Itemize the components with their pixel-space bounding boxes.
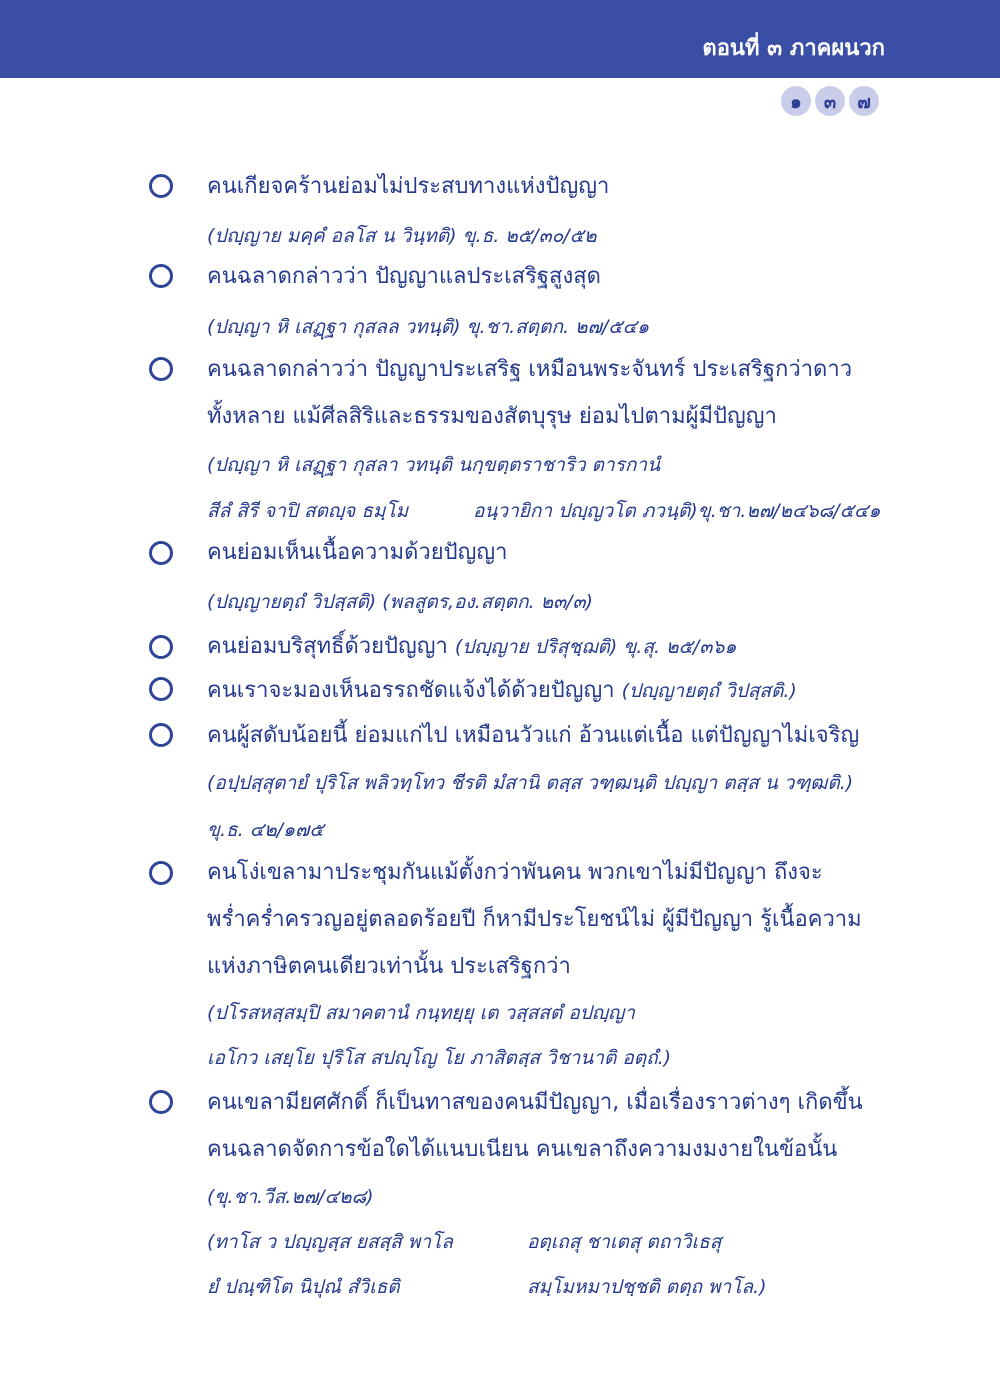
entry-reference: (ปญฺญาย ปริสุชฺฌติ) ขุ.สุ. ๒๕/๓๖๑ <box>454 636 737 658</box>
entry-reference: สมฺโมหมาปชฺชติ ตตฺถ พาโล.) <box>527 1276 767 1298</box>
section-title: ตอนที่ ๓ ภาคผนวก <box>702 36 885 61</box>
entry-text: คนฉลาดกล่าวว่า ปัญญาประเสริฐ เหมือนพระจันทร์ ประเสริฐกว่าดาว <box>207 357 853 382</box>
bullet-circle-icon <box>149 264 173 288</box>
entry-text: คนผู้สดับน้อยนี้ ย่อมแก่ไป เหมือนวัวแก่ อ้วนแต่เนื้อ แต่ปัญญาไม่เจริญ <box>207 723 860 748</box>
page-number <box>781 86 879 116</box>
entry-text-main: คนย่อมบริสุทธิ์ด้วยปัญญา <box>207 634 448 659</box>
entry-reference: (ปญฺญาย มคฺคํ อลโส น วินฺทติ) ขุ.ธ. ๒๕/๓๐/๕๒ <box>207 225 597 247</box>
entry-reference: (ปโรสหสฺสมฺปิ สมาคตานํ กนฺทยฺยุ เต วสฺสสตํ อปญฺญา <box>207 1002 635 1024</box>
entry-text <box>207 676 797 706</box>
entry-text: คนโง่เขลามาประชุมกันแม้ตั้งกว่าพันคน พวกเขาไม่มีปัญญา ถึงจะ <box>207 860 823 885</box>
entry-reference: (ปญฺญายตฺถํ วิปสฺสติ.) <box>621 680 797 702</box>
entry-text: แห่งภาษิตคนเดียวเท่านั้น ประเสริฐกว่า <box>207 954 571 979</box>
bullet-circle-icon <box>149 541 173 565</box>
entry-text: พร่ำคร่ำครวญอยู่ตลอดร้อยปี ก็หามีประโยชน์ไม่ ผู้มีปัญญา รู้เนื้อความ <box>207 907 862 932</box>
header-bar <box>0 0 1000 78</box>
entry-text: คนฉลาดจัดการข้อใดได้แนบเนียน คนเขลาถึงความงมงายในข้อนั้น <box>207 1137 838 1162</box>
entry-reference: สีลํ สิรี จาปิ สตญฺจ ธมฺโม <box>207 500 409 522</box>
entry-reference: เอโกว เสยฺโย ปุริโส สปญฺโญ โย ภาสิตสฺส วิชานาติ อตฺถํ.) <box>207 1047 672 1069</box>
bullet-circle-icon <box>149 357 173 381</box>
entry-reference: ยํ ปณฺฑิโต นิปุณํ สํวิเธติ <box>207 1276 400 1298</box>
page-digit: ๑ <box>781 86 811 116</box>
entry-reference: (ปญฺญา หิ เสฏฺฐา กุสลล วทนฺติ) ขุ.ชา.สตฺตก. ๒๗/๕๔๑ <box>207 316 650 338</box>
entry-reference: ขุ.ธ. ๔๒/๑๗๕ <box>207 819 324 841</box>
entry-text: ทั้งหลาย แม้ศีลสิริและธรรมของสัตบุรุษ ย่อมไปตามผู้มีปัญญา <box>207 404 777 429</box>
bullet-circle-icon <box>149 1090 173 1114</box>
bullet-circle-icon <box>149 635 173 659</box>
bullet-circle-icon <box>149 677 173 701</box>
page-digit: ๓ <box>815 86 845 116</box>
entry-reference: (ขุ.ชา.วีส.๒๗/๔๒๘) <box>207 1186 374 1208</box>
entry-reference: อตฺเถสุ ชาเตสุ ตถาวิเธสุ <box>527 1231 722 1253</box>
entry-reference: (อปฺปสฺสุตายํ ปุริโส พลิวทฺโทว ชีรติ มํสานิ ตสฺส วฑฺฒนฺติ ปญฺญา ตสฺส น วฑฺฒติ.) <box>207 772 854 794</box>
entry-text <box>207 632 736 662</box>
entry-text: คนเกียจคร้านย่อมไม่ประสบทางแห่งปัญญา <box>207 174 610 199</box>
page-digit: ๗ <box>849 86 879 116</box>
bullet-circle-icon <box>149 861 173 885</box>
entry-reference: (ปญฺญายตฺถํ วิปสฺสติ) (พลสูตร,อง.สตฺตก. ๒๓/๓) <box>207 591 593 613</box>
entry-text: คนย่อมเห็นเนื้อความด้วยปัญญา <box>207 540 508 565</box>
bullet-circle-icon <box>149 723 173 747</box>
entry-reference: (ปญฺญา หิ เสฏฺฐา กุสลา วทนฺติ นกฺขตฺตราชาริว ตารกานํ <box>207 454 661 476</box>
entry-text: คนเขลามียศศักดิ์ ก็เป็นทาสของคนมีปัญญา, เมื่อเรื่องราวต่างๆ เกิดขึ้น <box>207 1090 863 1115</box>
entry-text-main: คนเราจะมองเห็นอรรถชัดแจ้งได้ด้วยปัญญา <box>207 678 615 703</box>
bullet-circle-icon <box>149 174 173 198</box>
entry-text: คนฉลาดกล่าวว่า ปัญญาแลประเสริฐสูงสุด <box>207 264 601 289</box>
entry-reference: อนฺวายิกา ปญฺญวโต ภวนฺติ)ขุ.ชา.๒๗/๒๔๖๘/๕๔๑ <box>473 500 881 522</box>
entry-reference: (ทาโส ว ปญฺญสฺส ยสสฺสิ พาโล <box>207 1231 453 1253</box>
